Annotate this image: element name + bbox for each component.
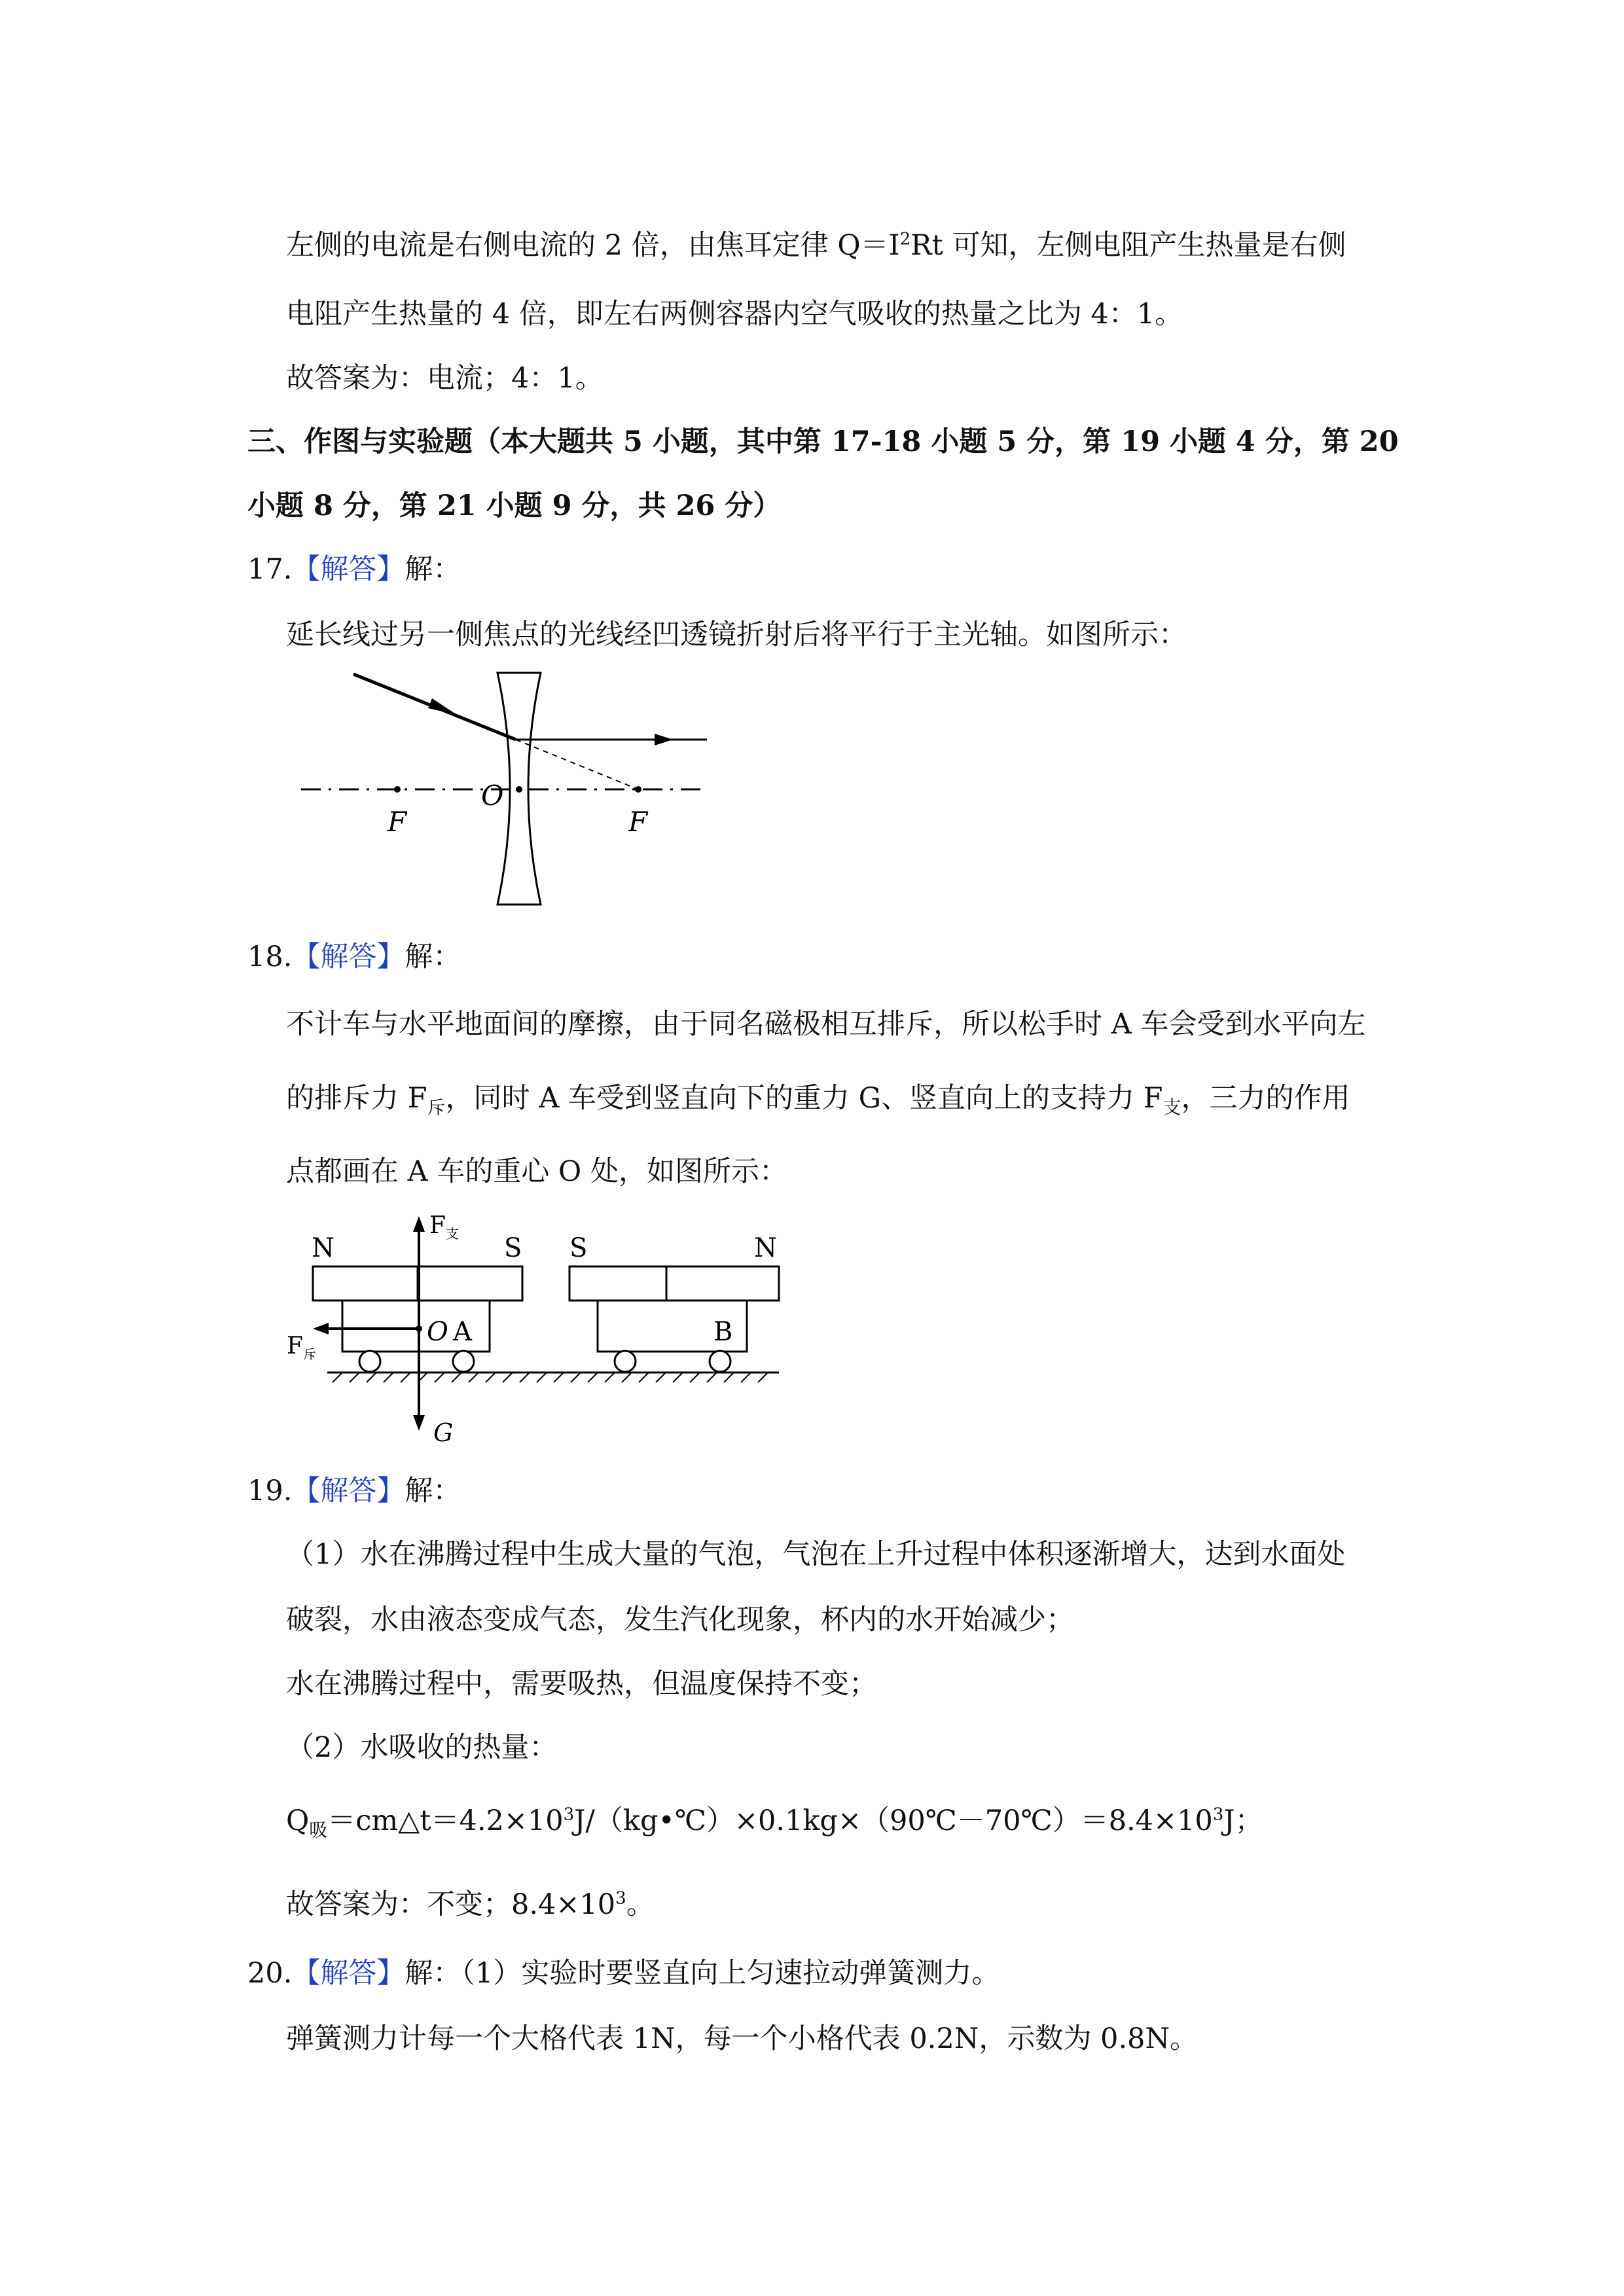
label-f-repulsion-sub: 斥 — [302, 1346, 316, 1362]
q19-formula — [286, 1801, 1263, 1840]
label-f-right: F — [628, 806, 648, 838]
q18-jie: 解： — [405, 941, 461, 973]
focus-right-point — [635, 786, 641, 793]
line1-sup: 2 — [899, 229, 911, 249]
label-s-right: S — [569, 1233, 588, 1263]
figure-magnet-cars — [281, 1211, 792, 1446]
refracted-ray-arrow — [655, 734, 673, 745]
label-b: B — [713, 1317, 733, 1347]
q18-line2-sub1: 斥 — [427, 1096, 446, 1119]
label-n-right: N — [754, 1233, 777, 1263]
q19-answer-b: 。 — [626, 1888, 655, 1921]
q20-number: 20. — [247, 1957, 293, 1990]
q18-header — [247, 937, 461, 977]
q20-answer-tag: 【解答】 — [292, 1957, 405, 1990]
center-of-gravity-point — [416, 1325, 422, 1332]
repulsion-force-arrowhead — [313, 1323, 329, 1335]
q19-line-1: （1）水在沸腾过程中生成大量的气泡，气泡在上升过程中体积逐渐增大，达到水面处 — [286, 1538, 1346, 1571]
q19-answer — [286, 1885, 655, 1924]
section-heading-a: 三、作图与实验题（本大题共 5 小题，其中第 17-18 小题 5 分，第 19 小题 4 分，第 20 — [247, 425, 1399, 458]
text-line-2: 电阻产生热量的 4 倍，即左右两侧容器内空气吸收的热量之比为 4：1。 — [286, 298, 1183, 331]
section-heading-b: 小题 8 分，第 21 小题 9 分，共 26 分） — [247, 490, 782, 522]
label-o: O — [427, 1317, 448, 1347]
q17-header — [247, 550, 461, 589]
car-b-wheel-left — [615, 1351, 636, 1372]
label-f-left: F — [388, 806, 407, 838]
q18-line-3: 点都画在 A 车的重心 O 处，如图所示： — [286, 1155, 787, 1188]
label-f-support-main: F — [429, 1212, 446, 1239]
q17-answer-tag: 【解答】 — [292, 553, 405, 586]
label-s-left: S — [504, 1233, 522, 1263]
label-o: O — [481, 780, 504, 812]
q18-line2-c: ，三力的作用 — [1181, 1082, 1350, 1115]
figure-concave-lens — [288, 668, 720, 910]
line1-part-b: Rt 可知，左侧电阻产生热量是右侧 — [911, 229, 1346, 262]
text-line-1 — [286, 226, 1346, 265]
q17-number: 17. — [247, 553, 293, 586]
q19-line-4: （2）水吸收的热量： — [286, 1731, 558, 1764]
q18-line-2 — [286, 1079, 1350, 1118]
q18-line2-sub2: 支 — [1163, 1096, 1182, 1119]
formula-q-sub: 吸 — [309, 1819, 328, 1841]
q19-line-2: 破裂，水由液态变成气态，发生汽化现象，杯内的水开始减少； — [286, 1604, 1074, 1636]
label-f-support — [429, 1212, 459, 1242]
q17-text: 延长线过另一侧焦点的光线经凹透镜折射后将平行于主光轴。如图所示： — [286, 619, 1187, 651]
q19-answer-a: 故答案为：不变；8.4×10 — [286, 1888, 616, 1921]
q18-number: 18. — [247, 941, 293, 973]
label-f-repulsion-main: F — [287, 1333, 303, 1359]
q18-line2-a: 的排斥力 F — [286, 1082, 427, 1115]
q19-answer-tag: 【解答】 — [292, 1475, 405, 1507]
magnet-b — [569, 1266, 779, 1300]
gravity-arrowhead — [413, 1415, 425, 1431]
q17-jie: 解： — [405, 553, 461, 586]
label-n-left: N — [312, 1233, 334, 1263]
q20-jie: 解：（1）实验时要竖直向上匀速拉动弹簧测力。 — [405, 1957, 1000, 1990]
q19-jie: 解： — [405, 1475, 461, 1507]
q18-line-1: 不计车与水平地面间的摩擦，由于同名磁极相互排斥，所以松手时 A 车会受到水平向左 — [286, 1008, 1366, 1041]
q20-line-2: 弹簧测力计每一个大格代表 1N，每一个小格代表 0.2N，示数为 0.8N。 — [286, 2022, 1199, 2055]
label-f-support-sub: 支 — [445, 1226, 459, 1242]
q19-header — [247, 1471, 461, 1511]
formula-part-b: ＝cm△t＝4.2×10 — [327, 1804, 564, 1837]
focus-left-point — [394, 786, 401, 793]
formula-sup-1: 3 — [563, 1804, 575, 1825]
q19-line-3: 水在沸腾过程中，需要吸热，但温度保持不变； — [286, 1668, 877, 1700]
car-a-wheel-right — [453, 1351, 474, 1372]
line1-part-a: 左侧的电流是右侧电流的 2 倍，由焦耳定律 Q＝I — [286, 229, 900, 262]
car-b-wheel-right — [710, 1351, 731, 1372]
label-f-repulsion — [287, 1333, 316, 1362]
q18-answer-tag: 【解答】 — [292, 941, 405, 973]
label-g: G — [433, 1418, 454, 1446]
optical-center-point — [516, 786, 522, 793]
label-a: A — [453, 1317, 472, 1347]
q18-line2-b: ，同时 A 车受到竖直向下的重力 G、竖直向上的支持力 F — [445, 1082, 1163, 1115]
formula-sup-2: 3 — [1212, 1804, 1224, 1825]
support-force-arrowhead — [413, 1216, 425, 1232]
ground-hatching — [333, 1373, 767, 1382]
extension-line — [516, 740, 638, 789]
formula-part-c: J/（kg•℃）×0.1kg×（90℃－70℃）＝8.4×10 — [574, 1804, 1213, 1837]
q19-number: 19. — [247, 1475, 293, 1507]
q19-answer-sup: 3 — [615, 1888, 626, 1909]
formula-part-d: J； — [1223, 1804, 1263, 1837]
text-line-3: 故答案为：电流；4：1。 — [286, 362, 604, 395]
q20-header — [247, 1954, 1000, 1993]
formula-q: Q — [286, 1804, 310, 1837]
car-a-wheel-left — [359, 1351, 380, 1372]
incident-ray-arrow — [428, 698, 457, 715]
